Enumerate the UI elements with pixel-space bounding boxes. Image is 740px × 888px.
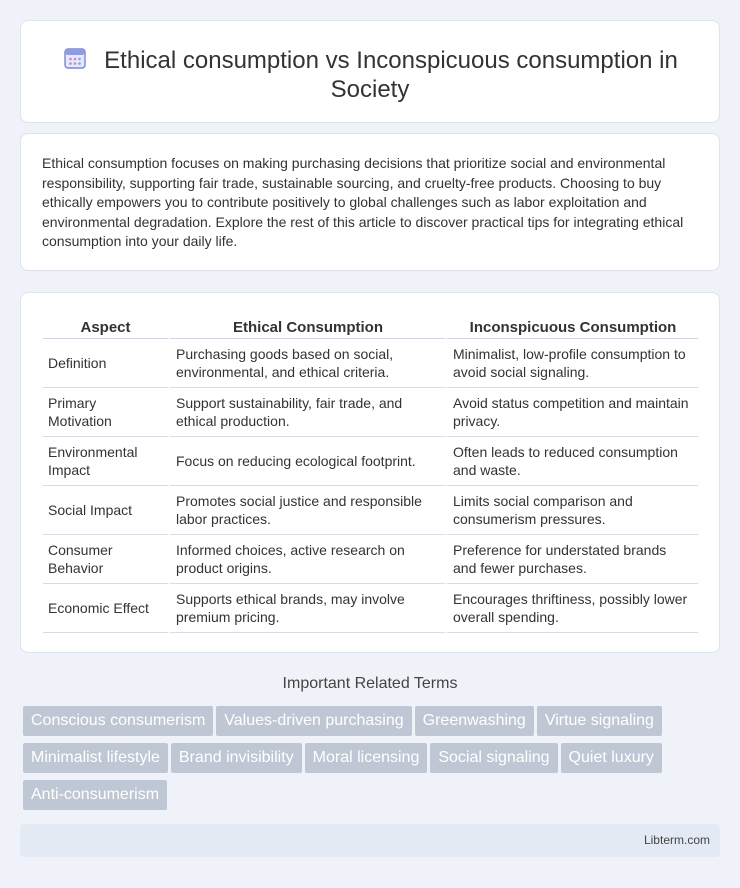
row-aspect: Primary Motivation <box>43 388 168 437</box>
intro-card <box>20 133 720 271</box>
row-ethical: Support sustainability, fair trade, and ethical production. <box>168 388 445 437</box>
row-ethical: Informed choices, active research on product origins. <box>168 535 445 584</box>
intro-paragraph: Ethical consumption focuses on making purchasing decisions that prioritize social and environmental responsibility, supporting fair trade, sustainable sourcing, and cruelty-free products. Choosing to buy ethically empowers you to contribute positively to global challenges such as labor exploitation and environmental degradation. Explore the rest of this article to discover practical tips for integrating ethical consumption into your daily life. <box>42 155 684 250</box>
related-term-tag[interactable]: Minimalist lifestyle <box>23 743 168 773</box>
row-inconspicuous: Limits social comparison and consumerism pressures. <box>445 486 698 535</box>
related-term-tag[interactable]: Conscious consumerism <box>23 706 213 736</box>
related-terms-heading: Important Related Terms <box>282 675 458 692</box>
related-term-tag[interactable]: Brand invisibility <box>171 743 302 773</box>
table-header-row <box>43 315 698 339</box>
row-ethical: Supports ethical brands, may involve premium pricing. <box>168 584 445 633</box>
footer <box>20 824 720 857</box>
row-aspect: Social Impact <box>43 486 168 535</box>
related-term-tag[interactable]: Virtue signaling <box>537 706 662 736</box>
related-term-tag[interactable]: Greenwashing <box>415 706 534 736</box>
related-term-tag[interactable]: Moral licensing <box>305 743 428 773</box>
related-term-tag[interactable]: Quiet luxury <box>561 743 662 773</box>
row-inconspicuous: Minimalist, low-profile consumption to avoid social signaling. <box>445 339 698 388</box>
table-row <box>43 535 698 584</box>
row-inconspicuous: Avoid status competition and maintain privacy. <box>445 388 698 437</box>
table-row <box>43 584 698 633</box>
row-ethical: Promotes social justice and responsible labor practices. <box>168 486 445 535</box>
table-row <box>43 388 698 437</box>
row-inconspicuous: Preference for understated brands and fewer purchases. <box>445 535 698 584</box>
comparison-table-card <box>20 292 720 653</box>
table-row <box>43 486 698 535</box>
calendar-icon <box>62 45 88 71</box>
footer-brand-link[interactable]: Libterm.com <box>643 833 710 847</box>
row-aspect: Consumer Behavior <box>43 535 168 584</box>
row-inconspicuous: Often leads to reduced consumption and waste. <box>445 437 698 486</box>
page-title <box>21 45 719 104</box>
header-ethical: Ethical Consumption <box>168 315 445 339</box>
row-ethical: Purchasing goods based on social, environmental, and ethical criteria. <box>168 339 445 388</box>
row-aspect: Definition <box>43 339 168 388</box>
row-ethical: Focus on reducing ecological footprint. <box>168 437 445 486</box>
title-card <box>20 20 720 123</box>
table-row <box>43 437 698 486</box>
header-aspect: Aspect <box>43 315 168 339</box>
header-inconspicuous: Inconspicuous Consumption <box>445 315 698 339</box>
related-term-tag[interactable]: Values-driven purchasing <box>216 706 411 736</box>
row-aspect: Economic Effect <box>43 584 168 633</box>
row-aspect: Environmental Impact <box>43 437 168 486</box>
page-title-text: Ethical consumption vs Inconspicuous consumption in Society <box>104 47 678 103</box>
table-row <box>43 339 698 388</box>
row-inconspicuous: Encourages thriftiness, possibly lower overall spending. <box>445 584 698 633</box>
related-term-tag[interactable]: Social signaling <box>430 743 557 773</box>
related-terms-list <box>23 706 723 817</box>
comparison-table <box>43 315 698 633</box>
related-term-tag[interactable]: Anti-consumerism <box>23 780 167 810</box>
